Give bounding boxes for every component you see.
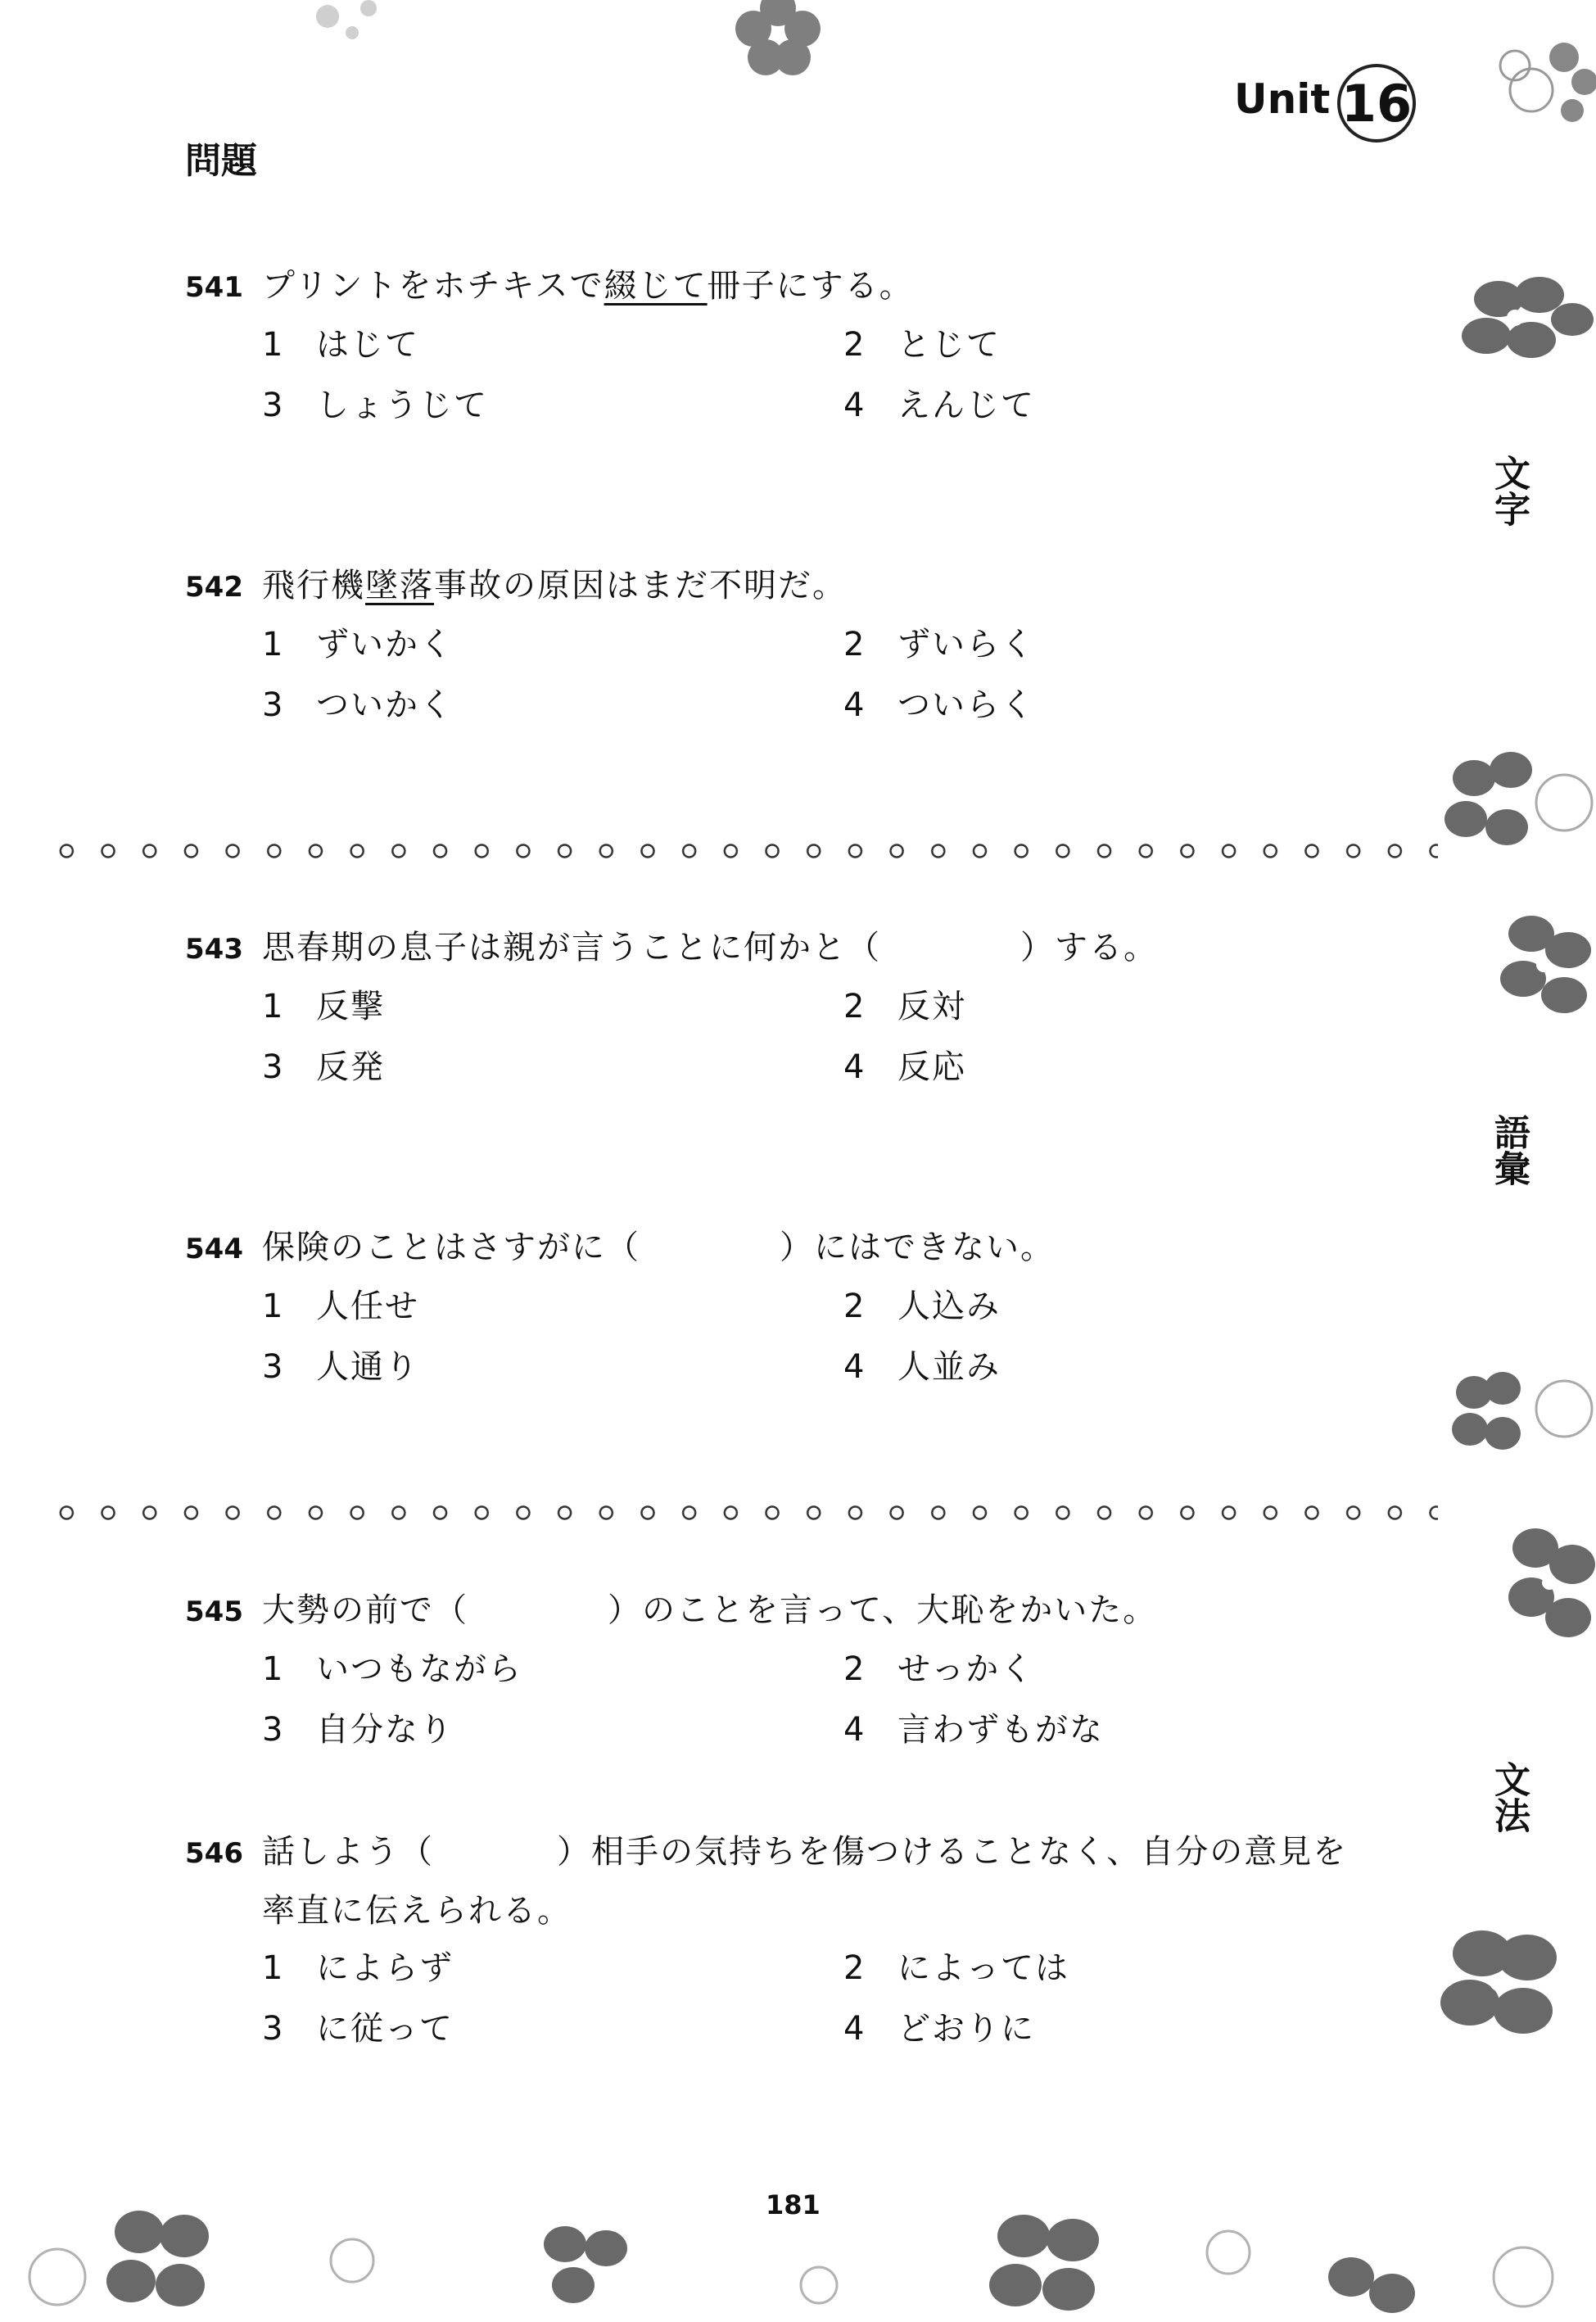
option-4[interactable]: [843, 1706, 1335, 1754]
question-number: 545: [185, 1596, 243, 1628]
question-text-before: 大勢の前で（: [262, 1591, 468, 1629]
section-title: 問題: [185, 140, 257, 182]
option-text: せっかく: [897, 1650, 1035, 1688]
option-3[interactable]: [262, 2005, 843, 2053]
option-text: ずいらく: [897, 626, 1035, 663]
question-text: [262, 1224, 1055, 1271]
flower-decoration-right-2: [1433, 745, 1596, 868]
option-number: 3: [262, 1711, 285, 1749]
answer-options: [185, 1283, 1430, 1391]
option-2[interactable]: [843, 621, 1335, 668]
option-text: ついかく: [316, 686, 454, 724]
option-text: 反発: [316, 1048, 385, 1086]
option-2[interactable]: [843, 1645, 1335, 1693]
question-stem: [185, 1828, 1430, 1877]
option-number: 4: [843, 1048, 866, 1086]
question-text: [262, 1828, 1347, 1876]
option-number: 4: [843, 2010, 866, 2048]
unit-number-badge: 16: [1337, 64, 1416, 143]
option-text: ついらく: [897, 686, 1035, 724]
question-text: [262, 262, 914, 310]
option-number: 1: [262, 1650, 285, 1688]
flower-decoration-top-center: [721, 0, 835, 82]
option-text: とじて: [897, 326, 1001, 364]
option-4[interactable]: [843, 1343, 1335, 1391]
answer-options: [185, 1944, 1430, 2053]
option-number: 4: [843, 1711, 866, 1749]
option-text: 反対: [897, 988, 966, 1025]
question-text-before: 保険のことはさすがに（: [262, 1229, 640, 1266]
question-text-continuation: 率直に伝えられる。: [262, 1892, 572, 1930]
answer-options: [185, 983, 1430, 1091]
question-546: [185, 1828, 1430, 2053]
option-text: 人任せ: [316, 1288, 419, 1325]
answer-options: [185, 321, 1430, 429]
option-number: 3: [262, 686, 285, 724]
question-stem: [185, 1224, 1430, 1273]
question-underlined-word: 墜落: [365, 567, 434, 604]
unit-label: Unit: [1234, 75, 1331, 123]
option-3[interactable]: [262, 681, 843, 729]
question-545: [185, 1586, 1430, 1754]
question-stem: [185, 262, 1430, 311]
page-number: 181: [766, 2189, 821, 2220]
option-1[interactable]: [262, 621, 843, 668]
option-number: 2: [843, 1650, 866, 1688]
question-stem: [185, 924, 1430, 973]
option-number: 2: [843, 988, 866, 1025]
option-number: 1: [262, 326, 285, 364]
question-number: 543: [185, 933, 243, 966]
option-2[interactable]: [843, 1283, 1335, 1330]
option-text: しょうじて: [316, 387, 488, 424]
option-number: 4: [843, 387, 866, 424]
question-text-before: 話しよう（: [262, 1833, 434, 1871]
question-text-before: 思春期の息子は親が言うことに何かと（: [262, 929, 881, 966]
option-number: 3: [262, 2010, 285, 2048]
option-1[interactable]: [262, 1944, 843, 1992]
option-number: 1: [262, 1949, 285, 1987]
question-stem: [185, 562, 1430, 611]
option-1[interactable]: [262, 983, 843, 1030]
option-2[interactable]: [843, 983, 1335, 1030]
flower-decoration-top-right: [1499, 25, 1596, 139]
side-tab-goi-label: 語彙: [1488, 1114, 1530, 1186]
side-tab-goi: [1484, 1114, 1533, 1195]
option-number: 1: [262, 988, 285, 1025]
option-text: いつもながら: [316, 1650, 522, 1688]
option-3[interactable]: [262, 382, 843, 429]
option-text: 反応: [897, 1048, 966, 1086]
option-1[interactable]: [262, 1645, 843, 1693]
flower-decoration-top-left: [303, 0, 401, 57]
question-544: [185, 1224, 1430, 1391]
option-number: 2: [843, 1949, 866, 1987]
option-3[interactable]: [262, 1343, 843, 1391]
option-text: によらず: [316, 1949, 454, 1987]
question-543: [185, 924, 1430, 1091]
side-tab-bunpou: [1484, 1761, 1533, 1842]
question-542: [185, 562, 1430, 729]
section-divider: [46, 841, 1438, 861]
question-text: [262, 924, 1158, 971]
question-text-after: ）する。: [1020, 929, 1158, 966]
option-number: 3: [262, 387, 285, 424]
question-number: 546: [185, 1837, 243, 1870]
option-number: 2: [843, 326, 866, 364]
option-text: はじて: [316, 326, 419, 364]
side-tab-moji: [1484, 455, 1533, 536]
flower-decoration-right-4: [1433, 1360, 1596, 1474]
option-number: 1: [262, 626, 285, 663]
option-text: 人並み: [897, 1348, 1001, 1386]
question-number: 544: [185, 1233, 243, 1265]
flower-decoration-right-6: [1425, 1917, 1596, 2056]
option-1[interactable]: [262, 321, 843, 369]
question-541: [185, 262, 1430, 429]
option-number: 3: [262, 1048, 285, 1086]
question-text-after: ）にはできない。: [780, 1229, 1055, 1266]
question-text-after: ）のことを言って、大恥をかいた。: [608, 1591, 1158, 1629]
option-3[interactable]: [262, 1043, 843, 1091]
option-number: 4: [843, 1348, 866, 1386]
question-text-after: 冊子にする。: [707, 267, 914, 305]
question-number: 542: [185, 571, 243, 604]
flower-decoration-right-3: [1482, 901, 1596, 1024]
option-2[interactable]: [843, 321, 1335, 369]
question-text: [262, 562, 847, 609]
option-text: 反撃: [316, 988, 385, 1025]
option-number: 4: [843, 686, 866, 724]
option-4[interactable]: [843, 681, 1335, 729]
option-4[interactable]: [843, 1043, 1335, 1091]
option-number: 2: [843, 1288, 866, 1325]
option-text: ずいかく: [316, 626, 454, 663]
option-text: 人込み: [897, 1288, 1001, 1325]
option-number: 1: [262, 1288, 285, 1325]
question-stem: [185, 1586, 1430, 1636]
option-4[interactable]: [843, 382, 1335, 429]
option-4[interactable]: [843, 2005, 1335, 2053]
question-text-after: ）相手の気持ちを傷つけることなく、自分の意見を: [557, 1833, 1348, 1871]
question-text-after: 事故の原因はまだ不明だ。: [434, 567, 847, 604]
question-text: [262, 1586, 1157, 1634]
question-text-before: 飛行機: [262, 567, 365, 604]
answer-options: [185, 621, 1430, 729]
option-text: に従って: [316, 2010, 454, 2048]
flower-decoration-right-5: [1490, 1515, 1596, 1646]
side-tab-bunpou-label: 文法: [1488, 1761, 1530, 1833]
answer-options: [185, 1645, 1430, 1754]
option-1[interactable]: [262, 1283, 843, 1330]
flower-decoration-right-1: [1449, 262, 1596, 377]
question-number: 541: [185, 271, 243, 304]
option-3[interactable]: [262, 1706, 843, 1754]
section-divider: [46, 1503, 1438, 1523]
question-underlined-word: 綴じて: [604, 267, 708, 305]
option-text: 言わずもがな: [897, 1711, 1104, 1749]
option-text: 自分なり: [316, 1711, 454, 1749]
option-text: どおりに: [897, 2010, 1035, 2048]
option-number: 3: [262, 1348, 285, 1386]
option-text: えんじて: [897, 387, 1035, 424]
option-2[interactable]: [843, 1944, 1335, 1992]
question-text-before: プリントをホチキスで: [262, 267, 604, 305]
side-tab-moji-label: 文字: [1488, 455, 1530, 527]
option-number: 2: [843, 626, 866, 663]
option-text: 人通り: [316, 1348, 419, 1386]
option-text: によっては: [897, 1949, 1069, 1987]
